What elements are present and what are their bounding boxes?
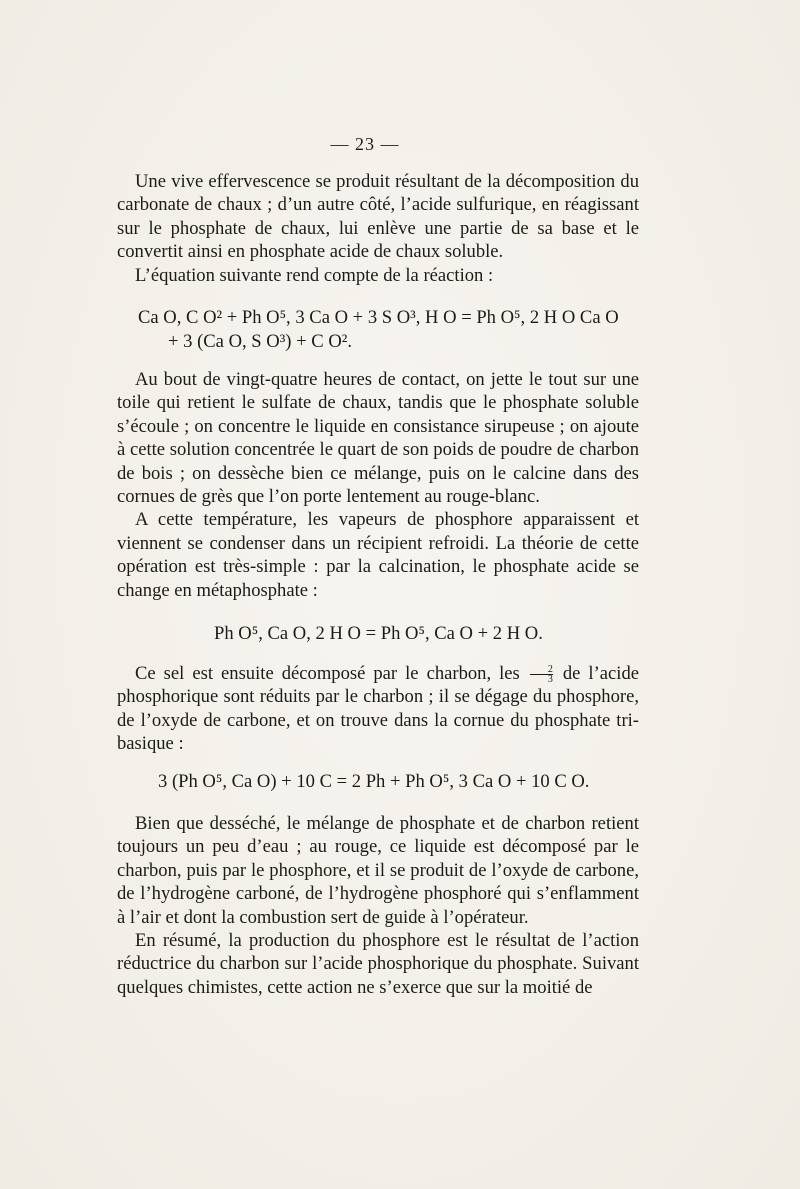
page-number: — 23 — [330, 134, 400, 154]
paragraph-3-4-block [117, 368, 639, 602]
paragraph-5-start: Ce sel est ensuite décomposé par le charbon, les [135, 663, 520, 684]
paragraph-1: Une vive effervescence se produit résultant de la décomposition du carbonate de chaux ; d’un autre côté, l’acide sulfurique, en réagissant sur le phosphate de chaux, lui enlève une partie de sa base et le convertit ainsi en phosphate acide de chaux soluble. [117, 171, 639, 263]
paragraph-5-end: de l’acide phosphorique sont réduits par le charbon ; il se dégage du phosphore, de l’oxyde de carbone, et on trouve dans la cornue du phosphate tri-basique : [117, 663, 640, 755]
paragraph-2: L’équation suivante rend compte de la réaction : [135, 264, 494, 286]
equation-2: Ph O⁵, Ca O, 2 H O = Ph O⁵, Ca O + 2 H O. [214, 623, 543, 644]
fraction-two-thirds [530, 665, 553, 684]
paragraph-7: En résumé, la production du phosphore est le résultat de l’action réductrice du charbon sur l’acide phosphorique du phosphate. Suivant quelques chimistes, cette action ne s’exerce que sur la moitié de [117, 930, 639, 998]
paragraph-1-block [117, 170, 639, 287]
paragraph-5-block [117, 662, 639, 756]
paragraph-3: Au bout de vingt-quatre heures de contact, on jette le tout sur une toile qui retient le sulfate de chaux, tandis que le phosphate soluble s’écoule ; on concentre le liquide en consistance sirupeuse ; on ajoute à cette solution concentrée le quart de son poids de poudre de charbon de bois ; on dessèche bien ce mélange, puis on le calcine dans des cornues de grès que l’on porte lentement au rouge-blanc. [117, 369, 639, 508]
paragraph-6-7-block [117, 812, 639, 999]
fraction-denominator: 3 [547, 674, 553, 686]
paragraph-5 [117, 662, 639, 756]
paragraph-6: Bien que desséché, le mélange de phosphate et de charbon retient toujours un peu d’eau ; au rouge, ce liquide est décomposé par le charbon, puis par le phosphore, et il se produit de l’oxyde de carbone, de l’hydrogène carboné, de l’hydrogène phosphoré qui s’enflamment à l’air et dont la combustion sert de guide à l’opérateur. [117, 813, 639, 928]
paragraph-4: A cette température, les vapeurs de phosphore apparaissent et viennent se condenser dans un récipient refroidi. La théorie de cette opération est très-simple : par la calcination, le phosphate acide se change en métaphosphate : [117, 509, 639, 601]
equation-1-line-2: + 3 (Ca O, S O³) + C O². [168, 331, 352, 352]
equation-3: 3 (Ph O⁵, Ca O) + 10 C = 2 Ph + Ph O⁵, 3 Ca O + 10 C O. [158, 771, 590, 792]
equation-1-line-1: Ca O, C O² + Ph O⁵, 3 Ca O + 3 S O³, H O = Ph O⁵, 2 H O Ca O [138, 307, 619, 328]
fraction-numerator: 2 [530, 665, 553, 675]
